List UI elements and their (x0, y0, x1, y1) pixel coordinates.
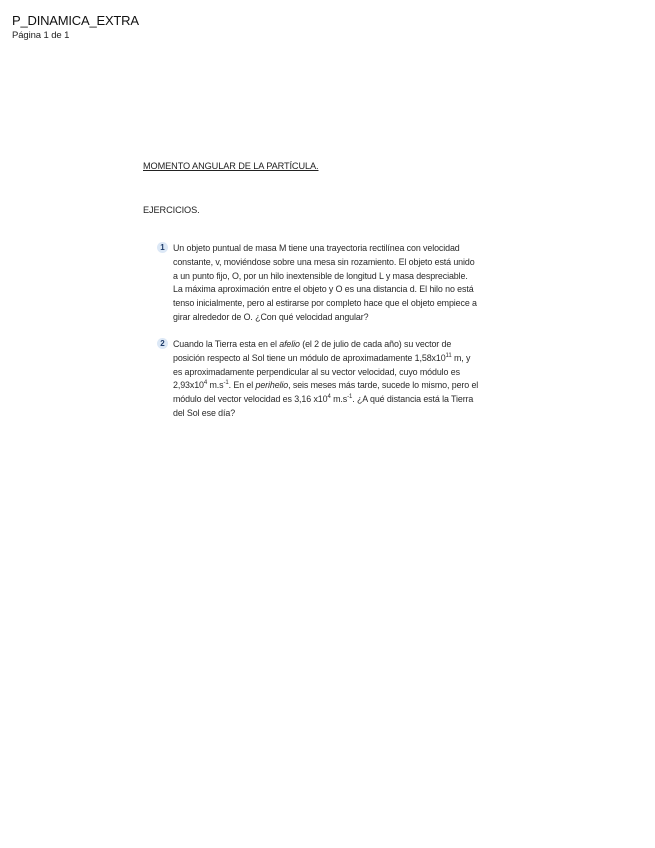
text-run: m.s (330, 394, 348, 405)
emphasis-afelio: afelio (279, 339, 300, 349)
text-run: posición respecto al Sol tiene un módulo de aproximadamente 1,58x10 (173, 352, 446, 363)
text-run: (el 2 de julio de cada año) su vector de (299, 339, 452, 349)
exercise-line (173, 379, 518, 393)
text-run: m, y (451, 352, 471, 363)
exponent: 4 (203, 380, 208, 387)
text-run: módulo del vector velocidad es 3,16 x10 (173, 394, 328, 405)
exercise-line (173, 338, 518, 352)
exercise-number-badge: 1 (157, 242, 168, 253)
exercise-line: del Sol ese día? (173, 407, 236, 418)
exponent: 4 (327, 394, 331, 401)
subsection-title: EJERCICIOS. (143, 205, 200, 215)
text-run: Cuando la Tierra esta en el (173, 339, 280, 349)
exercise-line: a un punto fijo, O, por un hilo inextensible de longitud L y masa despreciable. (173, 270, 468, 281)
exercise-line (173, 352, 518, 366)
exercise-line: constante, v, moviéndose sobre una mesa sin rozamiento. El objeto está unido (173, 256, 475, 267)
text-run: , seis meses más tarde, sucede lo mismo, pero el (288, 380, 479, 391)
text-run: . ¿A qué distancia está la Tierra (352, 394, 474, 405)
exponent: -1 (223, 380, 229, 387)
exercise-line (173, 393, 518, 407)
section-title: MOMENTO ANGULAR DE LA PARTÍCULA. (143, 161, 319, 171)
document-title: P_DINAMICA_EXTRA (12, 13, 139, 28)
page-indicator: Página 1 de 1 (12, 30, 70, 41)
document-body (143, 160, 523, 418)
exponent: 11 (445, 352, 452, 359)
exercise-line: girar alrededor de O. ¿Con qué velocidad angular? (173, 311, 369, 322)
exponent: -1 (347, 394, 353, 401)
exercise-line: La máxima aproximación entre el objeto y O es una distancia d. El hilo no está (173, 284, 474, 295)
exercise-line: Un objeto puntual de masa M tiene una trayectoria rectilínea con velocidad (173, 243, 460, 253)
emphasis-perihelio: perihelio (255, 380, 289, 391)
exercise-line: tenso inicialmente, pero al estirarse por completo hace que el objeto empiece a (173, 298, 477, 309)
text-run: 2,93x10 (173, 380, 204, 391)
exercise-number-badge: 2 (157, 338, 168, 349)
exercise-text (173, 338, 518, 421)
page-header (12, 13, 139, 42)
exercise-text (173, 242, 518, 325)
text-run: m.s (207, 380, 224, 391)
text-run: . En el (228, 380, 256, 391)
exercise-line: es aproximadamente perpendicular al su vector velocidad, cuyo módulo es (173, 366, 460, 377)
